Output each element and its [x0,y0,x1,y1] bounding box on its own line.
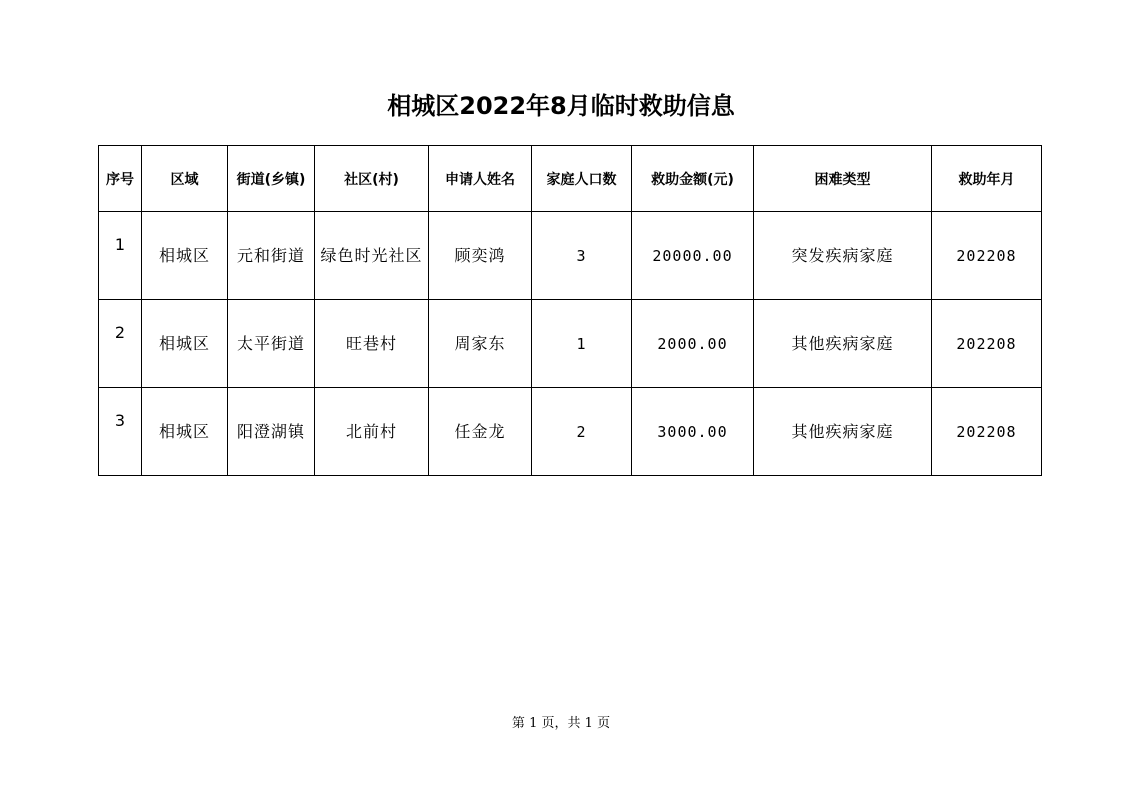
header-hardship-type: 困难类型 [754,146,932,212]
cell-region: 相城区 [142,300,228,388]
header-amount: 救助金额(元) [632,146,754,212]
footer-prefix: 第 [511,716,525,731]
footer-current-page: 1 [529,716,538,731]
header-applicant: 申请人姓名 [429,146,532,212]
footer-total-pages: 1 [584,716,593,731]
cell-household-size: 1 [532,300,632,388]
cell-seq: 2 [99,300,142,388]
table-row [99,300,1042,388]
footer-middle: 页，共 [541,716,581,731]
header-household-size: 家庭人口数 [532,146,632,212]
cell-region: 相城区 [142,212,228,300]
cell-amount: 20000.00 [632,212,754,300]
cell-amount: 3000.00 [632,388,754,476]
cell-relief-month: 202208 [932,212,1042,300]
cell-seq: 3 [99,388,142,476]
cell-household-size: 2 [532,388,632,476]
cell-community: 旺巷村 [315,300,429,388]
cell-region: 相城区 [142,388,228,476]
cell-hardship-type: 突发疾病家庭 [754,212,932,300]
cell-amount: 2000.00 [632,300,754,388]
cell-seq: 1 [99,212,142,300]
header-region: 区域 [142,146,228,212]
cell-street: 太平街道 [228,300,315,388]
cell-street: 元和街道 [228,212,315,300]
cell-hardship-type: 其他疾病家庭 [754,388,932,476]
header-street: 街道(乡镇) [228,146,315,212]
header-seq: 序号 [99,146,142,212]
relief-table [98,145,1042,476]
header-row [99,146,1042,212]
header-community: 社区(村) [315,146,429,212]
cell-household-size: 3 [532,212,632,300]
cell-community: 北前村 [315,388,429,476]
page-title: 相城区2022年8月临时救助信息 [387,92,735,120]
cell-relief-month: 202208 [932,388,1042,476]
table-row [99,212,1042,300]
page-footer [0,714,1122,734]
cell-community: 绿色时光社区 [315,212,429,300]
header-relief-month: 救助年月 [932,146,1042,212]
cell-applicant: 顾奕鸿 [429,212,532,300]
cell-street: 阳澄湖镇 [228,388,315,476]
cell-relief-month: 202208 [932,300,1042,388]
cell-applicant: 任金龙 [429,388,532,476]
footer-suffix: 页 [597,716,611,731]
cell-hardship-type: 其他疾病家庭 [754,300,932,388]
table-row [99,388,1042,476]
cell-applicant: 周家东 [429,300,532,388]
